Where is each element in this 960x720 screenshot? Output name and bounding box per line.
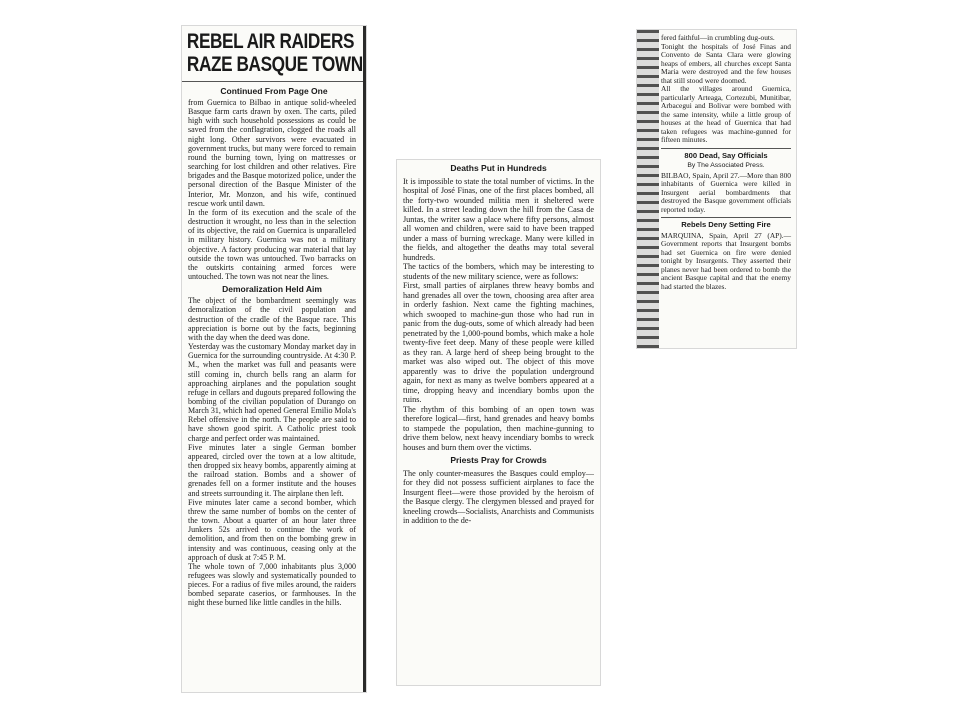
byline: By The Associated Press. [687,162,765,169]
subheading: Demoralization Held Aim [222,284,322,295]
column-edge [363,26,366,692]
paragraph: First, small parties of airplanes threw heavy bombs and hand grenades all over the town, choosing area after area in orderly fashion. Next came the fighting machines, which swooped to machine-gun those who had run in panic from the dug-outs, some of which already had been penetrated by the 1,000-pound bombs, which make a hole twenty-five feet deep. Many of these people were killed as they ran. A large herd of sheep being brought to the market was also wiped out. The object of this move apparently was to drive the population underground again, for next as many as twelve bombers appeared at a time, dropping heavy and incendiary bombs upon the ruins. [403,281,594,404]
article-body [637,30,796,291]
paragraph: In the form of its execution and the scale of the destruction it wrought, no less than in the selection of its objective, the raid on Guernica is unparalleled in military history. Guernica was not a military objective. A factory producing war material that lay outside the town was untouched. Two barracks on the outskirts containing armed forces were untouched. The town was not near the lines. [188,207,356,281]
paragraph: The rhythm of this bombing of an open town was therefore logical—first, hand grenades and heavy bombs to stampede the population, then machine-gunning to drive them below, next heavy incendiary bombs to wreck houses and burn them over the victims. [403,404,594,452]
article-clipping-left [182,26,366,692]
article-body [397,164,600,526]
paragraph: All the villages around Guernica, particularly Arteaga, Cortezubi, Munitibar, Arbacegui and Bolivar were bombed with the same intensity, while a little group of houses at the head of Guernica that had taken refugees was machine-gunned for fifteen minutes. [661,84,791,144]
paragraph: The object of the bombardment seemingly was demoralization of the civil population and destruction of the cradle of the Basque race. This appreciation is borne out by the facts, beginning with the day when the deed was done. [188,296,356,342]
section-rule [661,217,791,218]
adjacent-column-fragment [637,30,659,348]
headline [182,26,363,78]
headline-line-2: RAZE BASQUE TOWN [186,53,363,76]
subheading: Rebels Deny Setting Fire [681,220,771,229]
paragraph: BILBAO, Spain, April 27.—More than 800 inhabitants of Guernica were killed in Insurgent aerial bombardments that destroyed the Basque government officials reported today. [661,170,791,214]
paragraph: Five minutes later a single German bomber appeared, circled over the town at a low altitude, then dropped six heavy bombs, apparently aiming at the railroad station. Bombs and a shower of grenades fell on a former institute and the houses and streets surrounding it. The airplane then left. [188,442,356,498]
paragraph: fered faithful—in crumbling dug-outs. [661,33,775,42]
subheading: 800 Dead, Say Officials [684,150,768,160]
article-clipping-right [637,30,796,348]
paragraph: Tonight the hospitals of José Finas and Convento de Santa Clara were glowing heaps of embers, all churches except Santa Maria were destroyed and the few houses that still stood were doomed. [661,41,791,85]
section-rule [661,148,791,149]
paragraph: MARQUINA, Spain, April 27 (AP).—Government reports that Insurgent bombs had set Guernica on fire were denied tonight by Insurgents. They asserted their planes never had been ordered to bomb the ancient Basque capital and that the enemy had started the blazes. [661,230,791,291]
paragraph: from Guernica to Bilbao in antique solid-wheeled Basque farm carts drawn by oxen. The carts, piled high with such household possessions as could be saved from the conflagration, clogged the roads all night long. Other survivors were evacuated in government trucks, but many were forced to remain round the burning town, lying on mattresses or searching for lost children and other relatives. Fire brigades and the Basque motorized police, under the personal direction of the Basque Minister of the Interior, Mr. Monzon, and his wife, continued rescue work until dawn. [188,98,356,208]
paragraph: Five minutes later came a second bomber, which threw the same number of bombs on the center of the town. About a quarter of an hour later three Junkers 52s arrived to continue the work of demolition, and from then on the bombing grew in intensity and was continuous, ceasing only at the approach of dusk at 7:45 P. M. [188,497,356,562]
article-clipping-middle [397,160,600,685]
paragraph: The only counter-measures the Basques could employ—for they did not possess sufficient airplanes to face the Insurgent fleet—were those provided by the heroism of the Basque clergy. The clergymen blessed and prayed for kneeling crowds—Socialists, Anarchists and Communists in addition to the de- [403,468,594,525]
article-body [182,98,366,608]
continued-note: Continued From Page One [220,86,328,96]
subheading: Deaths Put in Hundreds [450,163,547,173]
headline-rule [182,81,366,82]
paragraph: The whole town of 7,000 inhabitants plus 3,000 refugees was slowly and systematically pounded to pieces. For a radius of five miles around, the raiders bombed separate caserios, or farmhouses. In the night these burned like little candles in the hills. [188,561,356,608]
headline-line-1: REBEL AIR RAIDERS [186,30,355,53]
paragraph: Yesterday was the customary Monday market day in Guernica for the surrounding countryside. At 4:30 P. M., when the market was full and peasants were still coming in, church bells rang an alarm for approaching airplanes and the population sought refuge in cellars and dugouts prepared following the bombing of the civilian population of Durango on March 31, which had opened General Emilio Mola's Rebel offensive in the north. The people are said to have shown good spirit. A Catholic priest took charge and perfect order was maintained. [188,342,356,443]
paragraph: The tactics of the bombers, which may be interesting to students of the new military science, were as follows: [403,262,594,281]
subheading: Priests Pray for Crowds [450,455,547,465]
paragraph: It is impossible to state the total number of victims. In the hospital of José Finas, one of the first places bombed, all the forty-two wounded militia men it sheltered were killed. In a street leading down the hill from the Casa de Juntas, the writer saw a place where fifty persons, almost all women and children, were said to have been trapped under a mass of burning wreckage. Many were killed in the fields, and altogether the deaths may total several hundreds. [403,176,594,262]
